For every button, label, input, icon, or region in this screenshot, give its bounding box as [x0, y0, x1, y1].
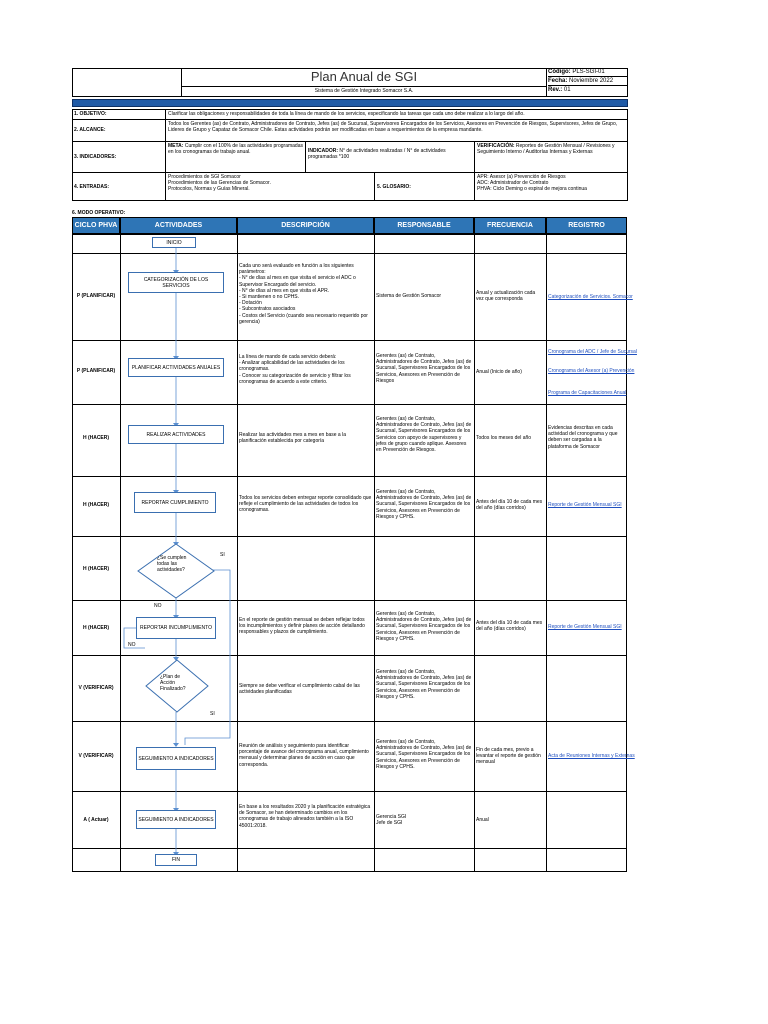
row-divider [72, 655, 627, 656]
record-link[interactable]: Categorización de Servicios. Somacor [548, 294, 633, 300]
record-link[interactable]: Reporte de Gestión Mensual SGI [548, 624, 622, 630]
flow-node-seguimiento-verificar: SEGUIMIENTO A INDICADORES [136, 747, 216, 770]
stage-label: P (PLANIFICAR) [76, 368, 116, 374]
modo-operativo-label: 6. MODO OPERATIVO: [72, 210, 126, 216]
meta-text: Cumplir con el 100% de las actividades programadas en los cronogramas de trabajo anual. [168, 143, 303, 156]
header-divider-bar [72, 99, 628, 107]
responsible-cell: Gerentes (as) de Contrato, Administradores de Contrato, Jefes (as) de Sucursal, Supervisores Encargados de los Servicios, Asesores en Prevención de Riesgos y CPHS. [376, 489, 472, 520]
frequency-cell: Todos los meses del año [476, 435, 532, 441]
record-link[interactable]: Cronograma del ADC / Jefe de Sucursal [548, 349, 637, 355]
entradas-label: 4. ENTRADAS: [74, 183, 110, 190]
meta-label: META: [168, 143, 184, 149]
description-cell: Todos los servicios deben entregar reporte consolidado que refleje el cumplimiento de las actividades de todos los cronogramas. [239, 495, 372, 514]
stage-label: H (HACER) [82, 566, 110, 572]
description-cell: En el reporte de gestión mensual se deben reflejar todos los incumplimientos y definir planes de acción detallando responsables y plazos de cumplimiento. [239, 617, 365, 636]
description-cell: Siempre se debe verificar el cumplimiento cabal de las actividades planificadas [239, 683, 360, 696]
glosario-label: 5. GLOSARIO: [374, 173, 474, 201]
verificacion-label: VERIFICACIÓN: [477, 143, 515, 149]
flow-node-categorizacion: CATEGORIZACIÓN DE LOS SERVICIOS [128, 272, 224, 293]
description-cell: En base a los resultados 2020 y la planificación estratégica de Somacor, se han determinado cambios en los cronogramas de trabajo alineados también a la ISO 45001:2018. [239, 804, 371, 829]
row-divider [72, 253, 627, 254]
indicador-label: INDICADOR: [308, 148, 338, 154]
col-header-responsable: RESPONSABLE [374, 217, 474, 234]
date-value: Noviembre 2022 [569, 78, 614, 84]
verificacion-text: Reportes de Gestión Mensual / Revisiones y Seguimiento Interno / Auditorías Internas y Externas [477, 143, 615, 156]
glosario-list [474, 173, 628, 201]
entradas-item: Procedimientos de SGI Somacor [168, 174, 241, 180]
row-divider [72, 791, 627, 792]
row-divider [72, 600, 627, 601]
responsible-cell: Gerencia SGI Jefe de SGI [376, 814, 407, 827]
frequency-cell: Antes del día 10 de cada mes del año (días corridos) [476, 499, 543, 512]
flow-node-realizar: REALIZAR ACTIVIDADES [128, 425, 224, 444]
flow-node-reportar-incumplimiento: REPORTAR INCUMPLIMIENTO [136, 617, 216, 639]
description-cell: Reunión de análisis y seguimiento para identificar porcentaje de avance del cronograma anual, cumplimiento mensual y determinar planes de acción en caso que corresponda. [239, 743, 369, 768]
col-header-ciclo: CICLO PHVA [72, 217, 120, 234]
record-link[interactable]: Cronograma del Asesor (a) Prevención [548, 368, 635, 374]
entradas-list [165, 173, 374, 201]
col-header-registro: REGISTRO [546, 217, 627, 234]
responsible-cell: Gerentes (as) de Contrato, Administradores de Contrato, Jefes (as) de Sucursal, Supervisores Encargados de los Servicios, Asesores en Prevención de Riesgos y CPHS. [376, 611, 472, 642]
decision-no-label: NO [154, 603, 162, 609]
record-link[interactable]: Reporte de Gestión Mensual SGI [548, 502, 622, 508]
frequency-cell: Anual (Inicio de año) [476, 369, 522, 375]
header-meta [546, 68, 628, 97]
frequency-cell: Antes del día 10 de cada mes del año (días corridos) [476, 620, 543, 633]
stage-label: A ( Actuar) [83, 817, 109, 823]
verificacion-cell [474, 142, 628, 172]
description-cell: Cada uno será evaluado en función a los siguientes parámetros: - N° de días al mes en que visita el servicio el ADC o Supervisor Encargado del servicio. - N° de días al mes en que visita el APR. - Si mantienen o no CPHS. - Dotación - Subcontratos asociados - Costos del Servicio (cuando sea necesario requerido por gerencia) [239, 263, 368, 325]
record-link[interactable]: Programa de Capacitaciones Anual [548, 390, 627, 396]
frequency-cell: Anual y actualización cada vez que corresponda [476, 290, 536, 303]
decision-si-label: SI [210, 711, 215, 717]
col-divider [474, 234, 475, 872]
row-divider [72, 536, 627, 537]
record-text: Evidencias descritas en cada actividad del cronograma y que deben ser cargadas a la plataforma de Somacor [548, 425, 618, 450]
responsible-cell: Gerentes (as) de Contrato, Administradores de Contrato, Jefes (as) de Sucursal, Supervisores Encargados de los Servicios, Asesores en Prevención de Riesgos y CPHS. [376, 669, 472, 700]
rev-value: 01 [563, 87, 571, 93]
col-divider [120, 234, 121, 872]
col-header-descripcion: DESCRIPCIÓN [237, 217, 374, 234]
row-divider [72, 476, 627, 477]
record-link[interactable]: Acta de Reuniones Internas y Externas [548, 753, 635, 759]
entradas-item: Protocolos, Normas y Guías Mineral. [168, 186, 250, 193]
glosario-item: PHVA: Ciclo Deming o espiral de mejora continua [477, 186, 587, 193]
responsible-cell: Gerentes (as) de Contrato, Administradores de Contrato, Jefes (as) de Sucursal, Supervisores Encargados de los Servicios, Asesores en Prevención de Riesgos [376, 353, 472, 384]
entradas-item: Procedimientos de las Gerencias de Somacor. [168, 180, 271, 187]
flow-start: INICIO [152, 237, 196, 248]
flow-node-reportar-cumplimiento: REPORTAR CUMPLIMIENTO [134, 492, 216, 513]
col-divider [237, 234, 238, 872]
stage-label: H (HACER) [82, 502, 110, 508]
decision-text-1: ¿Se cumplen todas las actividades? [157, 555, 187, 573]
stage-label: H (HACER) [82, 625, 110, 631]
row-divider [72, 848, 627, 849]
stage-label: V (VERIFICAR) [78, 753, 114, 759]
header-logo-cell [72, 68, 182, 97]
decision-text-2: ¿Plan de Acción Finalizado? [160, 674, 186, 692]
flow-node-planificar: PLANIFICAR ACTIVIDADES ANUALES [128, 358, 224, 377]
rev-label: Rev.: [548, 87, 563, 93]
frequency-cell: Fin de cada mes, previo a levantar el reporte de gestión mensual [476, 747, 541, 766]
alcance-label: 2. ALCANCE: [74, 127, 106, 134]
stage-label: P (PLANIFICAR) [76, 293, 116, 299]
flow-node-seguimiento-actuar: SEGUIMIENTO A INDICADORES [136, 810, 216, 829]
meta-cell [165, 142, 305, 172]
loop-no-label: NO [128, 642, 136, 648]
row-divider [72, 340, 627, 341]
page-title: Plan Anual de SGI [310, 69, 418, 84]
col-header-frecuencia: FRECUENCIA [474, 217, 546, 234]
frequency-cell: Anual [476, 817, 489, 823]
col-divider [546, 234, 547, 872]
responsible-cell: Gerentes (as) de Contrato, Administradores de Contrato, Jefes (as) de Sucursal, Supervisores Encargados de los Servicios con apoyo de supervisores y jefes de grupo cuando aplique. Asesores en Prevención de Riesgos. [376, 416, 472, 454]
responsible-cell: Sistema de Gestión Somacor [376, 293, 442, 299]
col-header-actividades: ACTIVIDADES [120, 217, 237, 234]
stage-label: H (HACER) [82, 435, 110, 441]
decision-si-label: SI [220, 552, 225, 558]
code-value: PLS-SGI-01 [572, 69, 605, 75]
stage-label: V (VERIFICAR) [78, 685, 114, 691]
glosario-item: ADC: Administrador de Contrato [477, 180, 549, 187]
description-cell: Realizar las actividades mes a mes en base a la planificación establecida por categoría [239, 432, 346, 445]
indicadores-label: 3. INDICADORES: [74, 153, 117, 160]
indicador-text: N° de actividades realizadas / N° de actividades programadas *100 [308, 148, 446, 161]
objetivo-label: 1. OBJETIVO: [74, 111, 107, 117]
indicador-cell [305, 142, 474, 172]
page-subtitle: Sistema de Gestión Integrado Somacor S.A. [182, 86, 546, 95]
date-label: Fecha: [548, 78, 568, 84]
col-divider [374, 234, 375, 872]
row-divider [72, 721, 627, 722]
description-cell: La línea de mando de cada servicio deberá: - Analizar aplicabilidad de las actividades de los cronogramas. - Conocer su categorización de servicio y filtrar los cronogramas de acuerdo a este criterio. [239, 354, 351, 385]
objetivo-text: Clarificar las obligaciones y responsabilidades de toda la línea de mando de los servicios, especificando las tareas que cada uno debe realizar a lo largo del año. [165, 109, 628, 119]
alcance-text: Todos los Gerentes (as) de Contrato, Administradores de Contrato, Jefes (as) de Sucursal, Supervisores Encargados de los Servicios, Asesores en Prevención de Riesgos, Supervisores, Jefes de Grupo, Lideres de Grupo y Capataz de Somacor Chile. Estas actividades podrán ser modificadas en base a requerimientos de la empresa mandante. [165, 120, 628, 141]
code-label: Código: [548, 69, 571, 75]
flow-end: FIN [155, 854, 197, 866]
glosario-item: APR: Asesor (a) Prevención de Riesgos [477, 174, 566, 180]
responsible-cell: Gerentes (as) de Contrato, Administradores de Contrato, Jefes (as) de Sucursal, Supervisores Encargados de los Servicios, Asesores en Prevención de Riesgos y CPHS. [376, 739, 472, 770]
row-divider [72, 404, 627, 405]
